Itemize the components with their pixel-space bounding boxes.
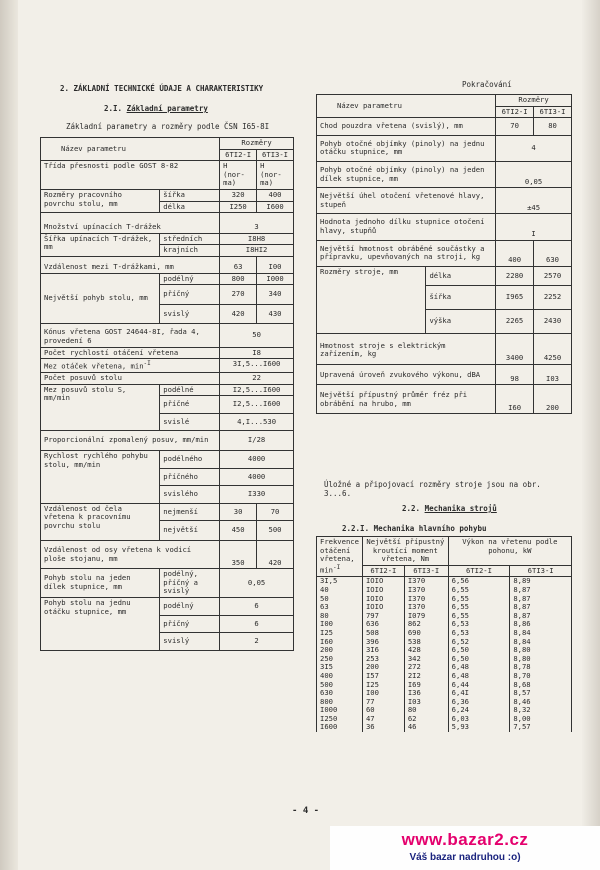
- cell: 80: [317, 612, 363, 621]
- col-header-sizes: Rozměry: [220, 138, 294, 150]
- cell: 500: [257, 521, 294, 541]
- cell: I330: [220, 486, 294, 504]
- row-head-swivel: Největší úhel otočení vřetenové hlavy, stupeň: [317, 188, 496, 214]
- cell: 8,78: [510, 663, 572, 672]
- table-row: [317, 715, 572, 724]
- cell: 253: [362, 655, 404, 664]
- cell: 5,93: [448, 723, 510, 732]
- cell: největší: [160, 521, 220, 541]
- cell: 6,52: [448, 638, 510, 647]
- col-header-name: Název parametru: [317, 95, 496, 118]
- cell: 3I6: [362, 646, 404, 655]
- cell: 22: [220, 373, 294, 385]
- table-row: [317, 603, 572, 612]
- cell: I370: [404, 595, 448, 604]
- row-table-size: Rozměry pracovního povrchu stolu, mm: [41, 189, 160, 212]
- row-head-division: Hodnota jednoho dílku stupnice otočení hlavy, stupňů: [317, 214, 496, 240]
- cell: 6,55: [448, 603, 510, 612]
- cell: 80: [404, 706, 448, 715]
- cell: 6,03: [448, 715, 510, 724]
- cell: 0,05: [220, 569, 294, 598]
- cell: 350: [220, 541, 257, 569]
- cell: 63: [317, 603, 363, 612]
- table-row: [317, 723, 572, 732]
- cell: podélný: [160, 273, 220, 285]
- cell: 6,56: [448, 577, 510, 586]
- cell: délka: [160, 201, 220, 213]
- cell: šířka: [160, 189, 220, 201]
- cell: 6,55: [448, 595, 510, 604]
- cell: 8,32: [510, 706, 572, 715]
- cell: svislé: [160, 413, 220, 431]
- cell: 3I,5: [317, 577, 363, 586]
- table-row: [317, 646, 572, 655]
- cell: 6,50: [448, 646, 510, 655]
- cell: I8HI2: [220, 245, 294, 257]
- row-spindle-speed-range: Mez otáček vřetena, $\min^{-I}$: [41, 359, 220, 373]
- cell: IOIO: [362, 586, 404, 595]
- table-row: [317, 612, 572, 621]
- cell: 8,87: [510, 603, 572, 612]
- cell: svislého: [160, 486, 220, 504]
- cell: ±45: [496, 188, 572, 214]
- cell: středních: [160, 233, 220, 245]
- table-row: [317, 638, 572, 647]
- row-move-per-turn: Pohyb stolu na jednu otáčku stupnice, mm: [41, 597, 160, 650]
- row-quill-per-division: Pohyb otočné objímky (pinoly) na jeden dílek stupnice, mm: [317, 161, 496, 187]
- cell: 8,80: [510, 655, 572, 664]
- cell: 200: [362, 663, 404, 672]
- col-header-model: 6TI2-I: [448, 565, 510, 577]
- cell: 3400: [496, 333, 534, 364]
- cell: 2430: [534, 309, 572, 333]
- cell: podélný, příčný a svislý: [160, 569, 220, 598]
- cell: IOIO: [362, 595, 404, 604]
- row-machine-dimensions: Rozměry stroje, mm: [317, 266, 426, 333]
- table-row: [317, 655, 572, 664]
- section-2-2-1-heading: 2.2.I. Mechanika hlavního pohybu: [342, 524, 487, 533]
- col-header-torque: Největší přípustný kroutící moment vřetena, Nm: [362, 537, 448, 566]
- cell: 2265: [496, 309, 534, 333]
- cell: I000: [257, 273, 294, 285]
- cell: 6,55: [448, 612, 510, 621]
- cell: krajních: [160, 245, 220, 257]
- cell: podélného: [160, 451, 220, 469]
- cell: 6: [220, 615, 294, 633]
- cell: 47: [362, 715, 404, 724]
- note-text: Úložné a připojovací rozměry stroje jsou na obr. 3...6.: [324, 480, 541, 498]
- cell: příčného: [160, 468, 220, 486]
- cell: svislý: [160, 633, 220, 651]
- cell: 63: [220, 256, 257, 273]
- subsection-heading: 2.I. Základní parametry: [104, 104, 208, 113]
- cell: 98: [496, 364, 534, 385]
- main-drive-rows: [317, 577, 572, 732]
- cell: I57: [362, 672, 404, 681]
- watermark-slogan: Váš bazar nadruhou :o): [409, 852, 521, 863]
- cell: podélný: [160, 597, 220, 615]
- cell: 2I2: [404, 672, 448, 681]
- cell: I25: [362, 681, 404, 690]
- cell: 800: [317, 698, 363, 707]
- cell: 8,84: [510, 638, 572, 647]
- cell: 8,00: [510, 715, 572, 724]
- row-table-travel: Největší pohyb stolu, mm: [41, 273, 160, 324]
- row-feed-count: Počet posuvů stolu: [41, 373, 220, 385]
- cell: 50: [317, 595, 363, 604]
- cell: 6: [220, 597, 294, 615]
- cell: 797: [362, 612, 404, 621]
- row-machine-weight: Hmotnost stroje s elektrickým zařízením, kg: [317, 333, 496, 364]
- cell: 690: [404, 629, 448, 638]
- cell: 3: [220, 213, 294, 234]
- cell: I370: [404, 577, 448, 586]
- col-header-model2: 6TI3-I: [257, 149, 294, 161]
- cell: 6,53: [448, 629, 510, 638]
- cell: podélné: [160, 384, 220, 396]
- table-row: [317, 663, 572, 672]
- cell: 4: [496, 135, 572, 161]
- cell: 340: [257, 285, 294, 305]
- cell: 342: [404, 655, 448, 664]
- cell: výška: [426, 309, 496, 333]
- cell: 450: [220, 521, 257, 541]
- cell: příčný: [160, 285, 220, 305]
- cell: příčné: [160, 396, 220, 414]
- row-t-slot-count: Množství upínacích T-drážek: [41, 213, 220, 234]
- cell: H (nor-ma): [220, 161, 257, 190]
- cell: 6,4I: [448, 689, 510, 698]
- cell: 430: [257, 304, 294, 324]
- page-edge-left: [0, 0, 18, 870]
- cell: 70: [257, 503, 294, 521]
- cell: I965: [496, 286, 534, 310]
- cell: I/28: [220, 431, 294, 451]
- table-row: [317, 577, 572, 586]
- cell: I2,5...I600: [220, 384, 294, 396]
- cell: 420: [257, 541, 294, 569]
- row-accuracy-class: Třída přesnosti podle GOST 8-82: [41, 161, 220, 190]
- row-t-slot-distance: Vzdálenost mezi T-drážkami, mm: [41, 256, 220, 273]
- row-max-workpiece-weight: Největší hmotnost obráběné součástky a přípravku, upevňovaných na stroji, kg: [317, 240, 496, 266]
- watermark-banner: [330, 826, 600, 870]
- cell: I250: [220, 201, 257, 213]
- row-spindle-cone: Kónus vřetena GOST 24644-8I, řada 4, provedení 6: [41, 324, 220, 347]
- cell: H (nor-ma): [257, 161, 294, 190]
- main-drive-table: [316, 536, 572, 732]
- col-header-frequency: Frekvence otáčení vřetena, $\min^{-I}$: [317, 537, 363, 577]
- row-noise-level: Upravená úroveň zvukového výkonu, dBA: [317, 364, 496, 385]
- cell: 2252: [534, 286, 572, 310]
- cell: 630: [317, 689, 363, 698]
- cell: I69: [404, 681, 448, 690]
- page-edge-right: [582, 0, 600, 870]
- cell: I03: [534, 364, 572, 385]
- table-row: [317, 586, 572, 595]
- section-2-2-heading: 2.2. Mechanika strojů: [402, 504, 497, 513]
- row-quill-travel: Chod pouzdra vřetena (svislý), mm: [317, 118, 496, 136]
- cell: šířka: [426, 286, 496, 310]
- cell: 0,05: [496, 161, 572, 187]
- cell: nejmenší: [160, 503, 220, 521]
- cell: 80: [534, 118, 572, 136]
- continued-label: Pokračování: [462, 80, 512, 89]
- cell: 8,87: [510, 612, 572, 621]
- cell: 250: [317, 655, 363, 664]
- cell: I00: [362, 689, 404, 698]
- cell: I03: [404, 698, 448, 707]
- cell: I00: [317, 620, 363, 629]
- cell: 60: [362, 706, 404, 715]
- cell: 8,80: [510, 646, 572, 655]
- cell: 8,57: [510, 689, 572, 698]
- cell: 30: [220, 503, 257, 521]
- col-header-sizes: Rozměry: [496, 95, 572, 107]
- cell: 8,84: [510, 629, 572, 638]
- cell: 400: [496, 240, 534, 266]
- cell: 4000: [220, 451, 294, 469]
- cell: I000: [317, 706, 363, 715]
- cell: 4,I...530: [220, 413, 294, 431]
- cell: 2280: [496, 266, 534, 286]
- cell: I600: [257, 201, 294, 213]
- cell: 320: [220, 189, 257, 201]
- cell: I079: [404, 612, 448, 621]
- cell: 8,87: [510, 595, 572, 604]
- cell: 7,57: [510, 723, 572, 732]
- row-quill-per-turn: Pohyb otočné objímky (pinoly) na jednu otáčku stupnice, mm: [317, 135, 496, 161]
- cell: 40: [317, 586, 363, 595]
- intro-text: Základní parametry a rozměry podle ČSN I65-8I: [66, 122, 270, 131]
- cell: 400: [317, 672, 363, 681]
- row-t-slot-width: Šířka upínacích T-drážek, mm: [41, 233, 160, 256]
- row-spindle-speed-count: Počet rychlostí otáčení vřetena: [41, 347, 220, 359]
- cell: 2570: [534, 266, 572, 286]
- cell: 200: [534, 385, 572, 414]
- cell: 636: [362, 620, 404, 629]
- col-header-model1: 6TI2-I: [496, 106, 534, 118]
- cell: 50: [220, 324, 294, 347]
- col-header-model2: 6TI3-I: [534, 106, 572, 118]
- col-header-power: Výkon na vřetenu podle pohonu, kW: [448, 537, 571, 566]
- basic-parameters-table: [40, 137, 294, 651]
- cell: 272: [404, 663, 448, 672]
- cell: 396: [362, 638, 404, 647]
- cell: I25: [317, 629, 363, 638]
- cell: 6,24: [448, 706, 510, 715]
- cell: 6,53: [448, 620, 510, 629]
- table-row: [317, 706, 572, 715]
- row-max-cutter-diameter: Největší přípustný průměr fréz při obrábění na hrubo, mm: [317, 385, 496, 414]
- cell: I60: [317, 638, 363, 647]
- cell: 6,48: [448, 672, 510, 681]
- cell: 3I,5...I600: [220, 359, 294, 373]
- page-number: - 4 -: [292, 806, 320, 816]
- table-row: [317, 620, 572, 629]
- cell: 3I5: [317, 663, 363, 672]
- cell: 77: [362, 698, 404, 707]
- table-row: [317, 681, 572, 690]
- cell: 8,70: [510, 672, 572, 681]
- cell: 6,48: [448, 663, 510, 672]
- cell: 36: [362, 723, 404, 732]
- cell: I600: [317, 723, 363, 732]
- col-header-model: 6TI3-I: [510, 565, 572, 577]
- cell: I: [496, 214, 572, 240]
- cell: 862: [404, 620, 448, 629]
- col-header-model1: 6TI2-I: [220, 149, 257, 161]
- cell: 6,36: [448, 698, 510, 707]
- cell: I370: [404, 603, 448, 612]
- cell: 200: [317, 646, 363, 655]
- cell: 8,86: [510, 620, 572, 629]
- cell: I370: [404, 586, 448, 595]
- col-header-name: Název parametru: [41, 138, 220, 161]
- cell: 630: [534, 240, 572, 266]
- cell: 8,89: [510, 577, 572, 586]
- row-proportional-feed: Proporcionální zpomalený posuv, mm/min: [41, 431, 220, 451]
- table-row: [317, 672, 572, 681]
- cell: 4250: [534, 333, 572, 364]
- cell: IOIO: [362, 603, 404, 612]
- cell: I2,5...I600: [220, 396, 294, 414]
- cell: IOIO: [362, 577, 404, 586]
- cell: 8,68: [510, 681, 572, 690]
- cell: 62: [404, 715, 448, 724]
- cell: 420: [220, 304, 257, 324]
- cell: 8,87: [510, 586, 572, 595]
- col-header-model: 6TI3-I: [404, 565, 448, 577]
- cell: 6,44: [448, 681, 510, 690]
- table-row: [317, 595, 572, 604]
- cell: 270: [220, 285, 257, 305]
- row-spindle-to-column: Vzdálenost od osy vřetena k vodicí ploše stojanu, mm: [41, 541, 220, 569]
- cell: 538: [404, 638, 448, 647]
- row-rapid-traverse: Rychlost rychlého pohybu stolu, mm/min: [41, 451, 160, 504]
- cell: 400: [257, 189, 294, 201]
- cell: 8,46: [510, 698, 572, 707]
- cell: I36: [404, 689, 448, 698]
- cell: 6,50: [448, 655, 510, 664]
- row-move-per-division: Pohyb stolu na jeden dílek stupnice, mm: [41, 569, 160, 598]
- cell: 428: [404, 646, 448, 655]
- cell: délka: [426, 266, 496, 286]
- cell: příčný: [160, 615, 220, 633]
- cell: 2: [220, 633, 294, 651]
- table-row: [317, 698, 572, 707]
- col-header-model: 6TI2-I: [362, 565, 404, 577]
- cell: 6,55: [448, 586, 510, 595]
- cell: I00: [257, 256, 294, 273]
- row-feed-range: Mez posuvů stolu S, mm/min: [41, 384, 160, 431]
- cell: 46: [404, 723, 448, 732]
- cell: I250: [317, 715, 363, 724]
- cell: I8H8: [220, 233, 294, 245]
- cell: 4000: [220, 468, 294, 486]
- cell: 70: [496, 118, 534, 136]
- table-row: [317, 629, 572, 638]
- table-row: [317, 689, 572, 698]
- continued-parameters-table: [316, 94, 572, 414]
- cell: 800: [220, 273, 257, 285]
- cell: svislý: [160, 304, 220, 324]
- section-heading: 2. ZÁKLADNÍ TECHNICKÉ ÚDAJE A CHARAKTERISTIKY: [60, 84, 264, 93]
- cell: I60: [496, 385, 534, 414]
- row-spindle-to-table: Vzdálenost od čela vřetena k pracovnímu povrchu stolu: [41, 503, 160, 540]
- cell: I8: [220, 347, 294, 359]
- cell: 500: [317, 681, 363, 690]
- watermark-url: www.bazar2.cz: [401, 830, 529, 849]
- cell: 508: [362, 629, 404, 638]
